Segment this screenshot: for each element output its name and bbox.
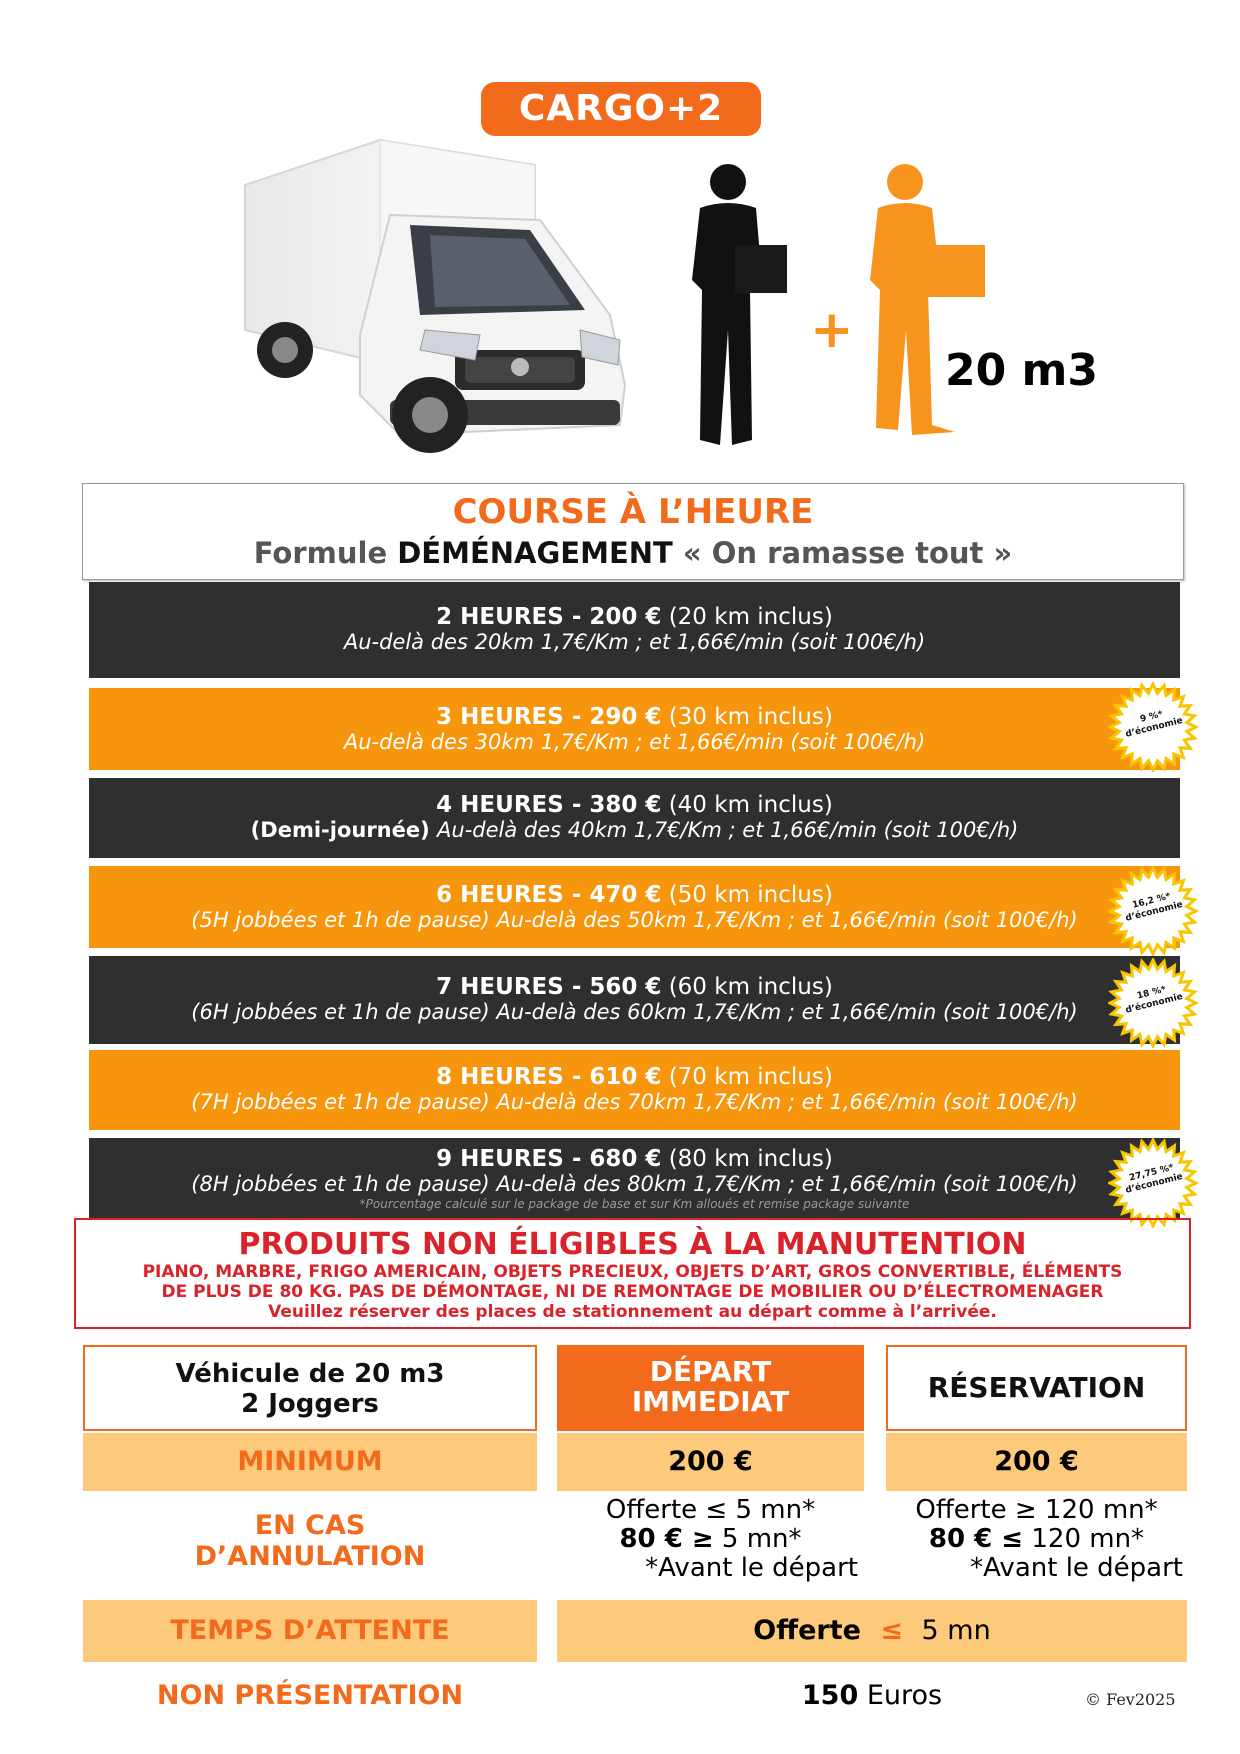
- row-head: 7 HEURES - 560 €: [436, 974, 662, 1000]
- row-detail: (6H jobbées et 1h de pause) Au-delà des 60km 1,7€/Km ; et 1,66€/min (soit 100€/h): [191, 1000, 1078, 1024]
- wait-offer: Offerte: [753, 1615, 861, 1646]
- minimum-depart: 200 €: [557, 1433, 864, 1491]
- cancel-depart-note: *Avant le départ: [645, 1553, 858, 1583]
- cancel-label: [83, 1510, 537, 1580]
- reservation-header: RÉSERVATION: [886, 1345, 1187, 1431]
- cancel-depart-time: 5 mn*: [713, 1524, 802, 1554]
- non-eligible-box: [74, 1218, 1191, 1329]
- row-km: (60 km inclus): [661, 974, 833, 1000]
- noshow-label: NON PRÉSENTATION: [156, 1680, 464, 1711]
- row-detail: (5H jobbées et 1h de pause) Au-delà des 50km 1,7€/Km ; et 1,66€/min (soit 100€/h): [191, 908, 1078, 932]
- noshow-unit: Euros: [858, 1680, 943, 1711]
- cancel-depart-price: 80 € ≥: [619, 1524, 714, 1554]
- row-head: 6 HEURES - 470 €: [436, 882, 662, 908]
- price-row-8h: [89, 1050, 1180, 1130]
- row-km: (40 km inclus): [661, 792, 833, 818]
- row-km: (70 km inclus): [661, 1064, 833, 1090]
- non-eligible-title: PRODUITS NON ÉLIGIBLES À LA MANUTENTION: [238, 1227, 1027, 1262]
- price-row-9h: [89, 1138, 1180, 1220]
- row-detail: (8H jobbées et 1h de pause) Au-delà des 80km 1,7€/Km ; et 1,66€/min (soit 100€/h): [191, 1172, 1078, 1196]
- mover-black-silhouette: [680, 160, 790, 450]
- cancel-depart: [557, 1496, 864, 1596]
- row-head: 3 HEURES - 290 €: [436, 704, 662, 730]
- row-km: (30 km inclus): [661, 704, 833, 730]
- row-prefix: (Demi-journée): [250, 818, 438, 842]
- subtitle-bold: DÉMÉNAGEMENT: [397, 536, 673, 570]
- row-head: 9 HEURES - 680 €: [436, 1146, 662, 1172]
- price-row-4h: [89, 778, 1180, 858]
- wait-symbol: ≤: [880, 1615, 903, 1646]
- course-title-box: [82, 483, 1184, 580]
- copyright: © Fev2025: [1085, 1690, 1176, 1709]
- economy-badge-9h: 27,75 %* d’économie: [1108, 1138, 1198, 1228]
- subtitle-prefix: Formule: [253, 536, 398, 570]
- wait-value: [557, 1600, 1187, 1662]
- product-badge: CARGO+2: [481, 82, 761, 136]
- row-km: (50 km inclus): [661, 882, 833, 908]
- subtitle-suffix: « On ramasse tout »: [672, 536, 1013, 570]
- depart-line-1: DÉPART: [649, 1355, 772, 1388]
- row-head: 8 HEURES - 610 €: [436, 1064, 662, 1090]
- wait-label: TEMPS D’ATTENTE: [83, 1600, 537, 1662]
- depart-header: [557, 1345, 864, 1431]
- vehicle-header: [83, 1345, 537, 1431]
- noshow-amount: 150: [801, 1680, 859, 1711]
- cancel-label-1: EN CAS: [254, 1510, 366, 1541]
- economy-badge-3h: 9 %* d’économie: [1108, 682, 1198, 772]
- cancel-res-time: 120 mn*: [1023, 1524, 1145, 1554]
- course-title: COURSE À L’HEURE: [452, 492, 814, 532]
- row-detail: (7H jobbées et 1h de pause) Au-delà des 70km 1,7€/Km ; et 1,66€/min (soit 100€/h): [191, 1090, 1078, 1114]
- cancel-label-2: D’ANNULATION: [194, 1541, 426, 1572]
- row-detail: Au-delà des 30km 1,7€/Km ; et 1,66€/min (soit 100€/h): [343, 730, 926, 754]
- mover-orange-silhouette: [860, 160, 990, 440]
- row-detail: Au-delà des 40km 1,7€/Km ; et 1,66€/min (soit 100€/h): [437, 818, 1019, 842]
- truck-image: [240, 135, 660, 455]
- price-row-3h: [89, 688, 1180, 770]
- economy-badge-6h: 16,2 %* d’économie: [1108, 866, 1198, 956]
- cancel-reservation: [886, 1496, 1187, 1596]
- vehicle-line-1: Véhicule de 20 m3: [175, 1359, 445, 1389]
- cancel-depart-line-1: Offerte ≤ 5 mn*: [605, 1495, 816, 1525]
- cancel-res-note: *Avant le départ: [970, 1553, 1183, 1583]
- row-head: 2 HEURES - 200 €: [436, 604, 662, 630]
- economy-badge-7h: 18 %* d’économie: [1108, 958, 1198, 1048]
- vehicle-line-2: 2 Joggers: [241, 1389, 379, 1419]
- minimum-label: MINIMUM: [83, 1433, 537, 1491]
- price-row-2h: [89, 582, 1180, 678]
- price-row-7h: [89, 956, 1180, 1044]
- row-head: 4 HEURES - 380 €: [436, 792, 662, 818]
- non-eligible-line-3: Veuillez réserver des places de stationnement au départ comme à l’arrivée.: [268, 1302, 997, 1322]
- depart-line-2: IMMEDIAT: [631, 1385, 790, 1418]
- wait-duration: 5 mn: [912, 1615, 991, 1646]
- row-km: (80 km inclus): [661, 1146, 833, 1172]
- plus-sign: +: [810, 300, 854, 360]
- minimum-reservation: 200 €: [886, 1433, 1187, 1491]
- non-eligible-line-2: DE PLUS DE 80 KG. PAS DE DÉMONTAGE, NI DE REMONTAGE DE MOBILIER OU D’ÉLECTROMENAGER: [161, 1282, 1104, 1302]
- row-km: (20 km inclus): [661, 604, 833, 630]
- non-eligible-line-1: PIANO, MARBRE, FRIGO AMERICAIN, OBJETS PRECIEUX, OBJETS D’ART, GROS CONVERTIBLE, ÉLÉMENTS: [142, 1262, 1123, 1282]
- cancel-res-line-1: Offerte ≥ 120 mn*: [915, 1495, 1158, 1525]
- row-detail: Au-delà des 20km 1,7€/Km ; et 1,66€/min (soit 100€/h): [343, 630, 926, 654]
- course-subtitle: [83, 536, 1183, 570]
- cancel-res-price: 80 € ≤: [928, 1524, 1024, 1554]
- price-row-6h: [89, 866, 1180, 948]
- percentage-footnote: *Pourcentage calculé sur le package de base et sur Km alloués et remise package suivante: [359, 1197, 910, 1211]
- volume-label: 20 m3: [945, 345, 1099, 396]
